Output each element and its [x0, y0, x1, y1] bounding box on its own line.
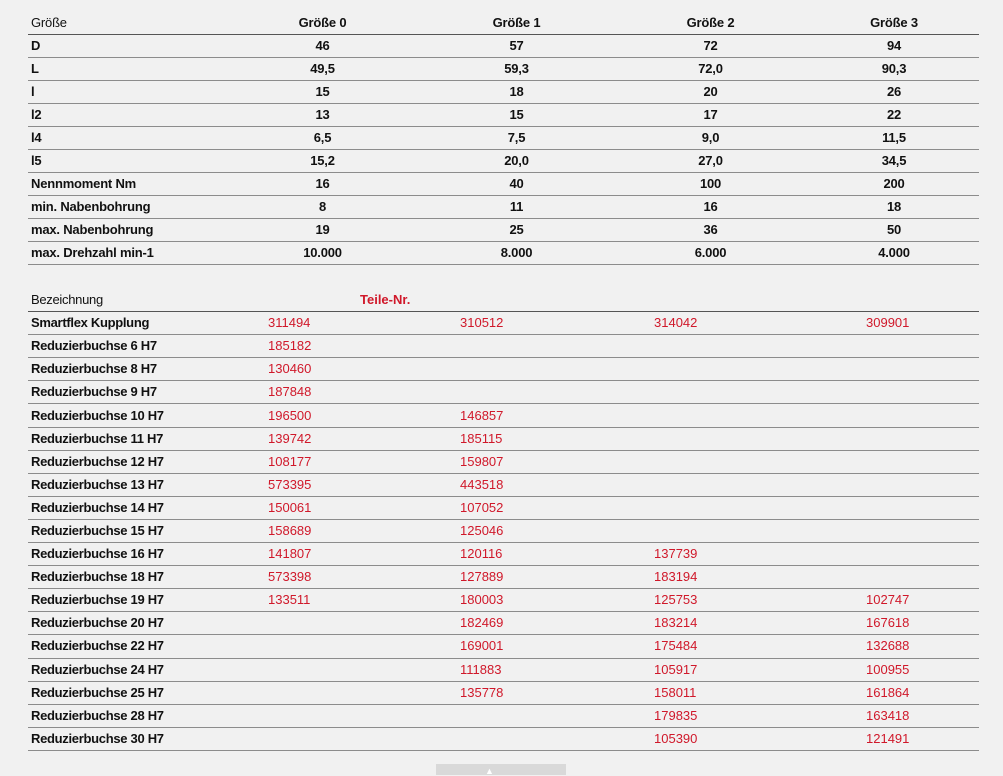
section-spacer — [28, 265, 979, 289]
spec-value: 59,3 — [418, 58, 612, 81]
part-number: 179835 — [612, 704, 806, 727]
part-number — [612, 450, 806, 473]
part-number: 196500 — [224, 404, 418, 427]
part-number: 182469 — [418, 612, 612, 635]
spec-value: 19 — [224, 219, 418, 242]
scroll-to-top-tab[interactable] — [436, 764, 566, 775]
spec-value: 7,5 — [418, 127, 612, 150]
spec-value: 9,0 — [612, 127, 806, 150]
part-row — [28, 635, 979, 658]
spec-label: max. Drehzahl min-1 — [28, 242, 224, 265]
product-data-sheet — [28, 12, 979, 751]
part-number: 185182 — [224, 335, 418, 358]
part-row — [28, 358, 979, 381]
part-number: 130460 — [224, 358, 418, 381]
spec-value: 26 — [806, 81, 979, 104]
spec-label: max. Nabenbohrung — [28, 219, 224, 242]
part-row — [28, 404, 979, 427]
spec-value: 15,2 — [224, 150, 418, 173]
part-label: Reduzierbuchse 11 H7 — [28, 427, 224, 450]
part-number: 125046 — [418, 519, 612, 542]
spec-value: 16 — [224, 173, 418, 196]
part-row — [28, 519, 979, 542]
part-number: 100955 — [806, 658, 979, 681]
spec-label: min. Nabenbohrung — [28, 196, 224, 219]
spec-value: 17 — [612, 104, 806, 127]
part-label: Reduzierbuchse 16 H7 — [28, 543, 224, 566]
part-row — [28, 335, 979, 358]
spec-value: 36 — [612, 219, 806, 242]
part-number — [612, 496, 806, 519]
part-label: Reduzierbuchse 10 H7 — [28, 404, 224, 427]
spec-value: 11 — [418, 196, 612, 219]
part-number: 146857 — [418, 404, 612, 427]
part-row — [28, 473, 979, 496]
part-number — [418, 358, 612, 381]
specs-body — [28, 35, 979, 265]
part-number — [224, 612, 418, 635]
spec-value: 16 — [612, 196, 806, 219]
part-label: Reduzierbuchse 28 H7 — [28, 704, 224, 727]
part-row — [28, 450, 979, 473]
part-number: 158689 — [224, 519, 418, 542]
part-row — [28, 658, 979, 681]
part-label: Reduzierbuchse 12 H7 — [28, 450, 224, 473]
part-number-header: Teile-Nr. — [224, 289, 979, 312]
size-1-header: Größe 1 — [418, 12, 612, 35]
part-number: 185115 — [418, 427, 612, 450]
size-0-header: Größe 0 — [224, 12, 418, 35]
spec-label: l2 — [28, 104, 224, 127]
spec-row — [28, 127, 979, 150]
parts-header-row — [28, 289, 979, 312]
part-number — [224, 727, 418, 750]
spec-label: L — [28, 58, 224, 81]
size-2-header: Größe 2 — [612, 12, 806, 35]
spec-value: 8 — [224, 196, 418, 219]
spec-label: l5 — [28, 150, 224, 173]
part-number — [418, 704, 612, 727]
part-row — [28, 312, 979, 335]
part-label: Reduzierbuchse 9 H7 — [28, 381, 224, 404]
part-number: 314042 — [612, 312, 806, 335]
spec-value: 27,0 — [612, 150, 806, 173]
spec-label: l4 — [28, 127, 224, 150]
spec-row — [28, 219, 979, 242]
part-number — [806, 566, 979, 589]
part-number — [806, 519, 979, 542]
part-label: Reduzierbuchse 19 H7 — [28, 589, 224, 612]
spec-value: 25 — [418, 219, 612, 242]
part-number: 159807 — [418, 450, 612, 473]
part-number: 310512 — [418, 312, 612, 335]
spec-value: 20 — [612, 81, 806, 104]
spec-value: 200 — [806, 173, 979, 196]
part-number: 573398 — [224, 566, 418, 589]
spec-value: 6.000 — [612, 242, 806, 265]
arrow-up-icon: ▲ — [485, 766, 494, 776]
part-number — [224, 704, 418, 727]
spec-row — [28, 196, 979, 219]
part-row — [28, 381, 979, 404]
part-number — [224, 681, 418, 704]
part-row — [28, 566, 979, 589]
part-row — [28, 727, 979, 750]
part-number: 175484 — [612, 635, 806, 658]
part-number: 573395 — [224, 473, 418, 496]
part-row — [28, 589, 979, 612]
part-number: 105917 — [612, 658, 806, 681]
part-label: Reduzierbuchse 18 H7 — [28, 566, 224, 589]
size-3-header: Größe 3 — [806, 12, 979, 35]
spec-row — [28, 81, 979, 104]
part-number: 169001 — [418, 635, 612, 658]
part-number: 137739 — [612, 543, 806, 566]
spec-value: 4.000 — [806, 242, 979, 265]
part-number — [806, 543, 979, 566]
part-row — [28, 427, 979, 450]
part-label: Reduzierbuchse 14 H7 — [28, 496, 224, 519]
part-label: Reduzierbuchse 13 H7 — [28, 473, 224, 496]
part-number: 133511 — [224, 589, 418, 612]
spec-value: 6,5 — [224, 127, 418, 150]
spec-label: D — [28, 35, 224, 58]
spec-row — [28, 173, 979, 196]
part-number — [418, 727, 612, 750]
spec-value: 34,5 — [806, 150, 979, 173]
specs-header-row — [28, 12, 979, 35]
part-label: Reduzierbuchse 15 H7 — [28, 519, 224, 542]
part-number — [806, 427, 979, 450]
part-label: Reduzierbuchse 20 H7 — [28, 612, 224, 635]
part-number — [612, 519, 806, 542]
part-number: 108177 — [224, 450, 418, 473]
part-number: 120116 — [418, 543, 612, 566]
part-numbers-table — [28, 289, 979, 751]
part-number: 158011 — [612, 681, 806, 704]
spec-value: 90,3 — [806, 58, 979, 81]
part-number: 132688 — [806, 635, 979, 658]
spec-row — [28, 104, 979, 127]
spec-row — [28, 58, 979, 81]
spec-value: 18 — [418, 81, 612, 104]
part-number: 311494 — [224, 312, 418, 335]
spec-value: 100 — [612, 173, 806, 196]
part-label: Reduzierbuchse 24 H7 — [28, 658, 224, 681]
part-number: 163418 — [806, 704, 979, 727]
parts-body — [28, 312, 979, 751]
spec-value: 46 — [224, 35, 418, 58]
part-number: 135778 — [418, 681, 612, 704]
part-label: Reduzierbuchse 6 H7 — [28, 335, 224, 358]
spec-value: 72 — [612, 35, 806, 58]
spec-value: 13 — [224, 104, 418, 127]
part-number — [806, 496, 979, 519]
part-row — [28, 704, 979, 727]
part-number — [612, 358, 806, 381]
part-number — [612, 427, 806, 450]
size-specs-table — [28, 12, 979, 265]
spec-row — [28, 242, 979, 265]
spec-value: 22 — [806, 104, 979, 127]
spec-row — [28, 35, 979, 58]
spec-label: Nennmoment Nm — [28, 173, 224, 196]
spec-label: l — [28, 81, 224, 104]
spec-value: 49,5 — [224, 58, 418, 81]
part-number — [612, 473, 806, 496]
part-number: 127889 — [418, 566, 612, 589]
part-number — [806, 381, 979, 404]
part-number: 139742 — [224, 427, 418, 450]
part-label: Reduzierbuchse 22 H7 — [28, 635, 224, 658]
part-row — [28, 496, 979, 519]
part-number: 111883 — [418, 658, 612, 681]
part-label: Reduzierbuchse 8 H7 — [28, 358, 224, 381]
part-number: 183194 — [612, 566, 806, 589]
part-number — [806, 450, 979, 473]
part-number — [418, 335, 612, 358]
spec-value: 72,0 — [612, 58, 806, 81]
part-number: 125753 — [612, 589, 806, 612]
spec-value: 15 — [224, 81, 418, 104]
part-number: 141807 — [224, 543, 418, 566]
part-number — [806, 335, 979, 358]
part-number: 150061 — [224, 496, 418, 519]
part-number — [418, 381, 612, 404]
part-number — [806, 358, 979, 381]
part-label: Reduzierbuchse 25 H7 — [28, 681, 224, 704]
spec-value: 8.000 — [418, 242, 612, 265]
designation-header: Bezeichnung — [28, 289, 224, 312]
part-number: 161864 — [806, 681, 979, 704]
part-number — [612, 335, 806, 358]
spec-value: 94 — [806, 35, 979, 58]
part-row — [28, 543, 979, 566]
part-number — [806, 404, 979, 427]
part-number — [806, 473, 979, 496]
spec-value: 40 — [418, 173, 612, 196]
part-number: 183214 — [612, 612, 806, 635]
part-number — [224, 658, 418, 681]
part-row — [28, 681, 979, 704]
part-number — [612, 381, 806, 404]
part-number — [224, 635, 418, 658]
part-number: 180003 — [418, 589, 612, 612]
size-header-label: Größe — [28, 12, 224, 35]
part-number: 187848 — [224, 381, 418, 404]
spec-value: 20,0 — [418, 150, 612, 173]
part-number: 443518 — [418, 473, 612, 496]
part-number: 309901 — [806, 312, 979, 335]
spec-value: 18 — [806, 196, 979, 219]
spec-value: 11,5 — [806, 127, 979, 150]
spec-value: 15 — [418, 104, 612, 127]
part-number: 107052 — [418, 496, 612, 519]
spec-row — [28, 150, 979, 173]
spec-value: 57 — [418, 35, 612, 58]
part-label: Smartflex Kupplung — [28, 312, 224, 335]
part-label: Reduzierbuchse 30 H7 — [28, 727, 224, 750]
spec-value: 50 — [806, 219, 979, 242]
spec-value: 10.000 — [224, 242, 418, 265]
part-number: 105390 — [612, 727, 806, 750]
part-number — [612, 404, 806, 427]
part-number: 167618 — [806, 612, 979, 635]
part-number: 121491 — [806, 727, 979, 750]
part-row — [28, 612, 979, 635]
part-number: 102747 — [806, 589, 979, 612]
